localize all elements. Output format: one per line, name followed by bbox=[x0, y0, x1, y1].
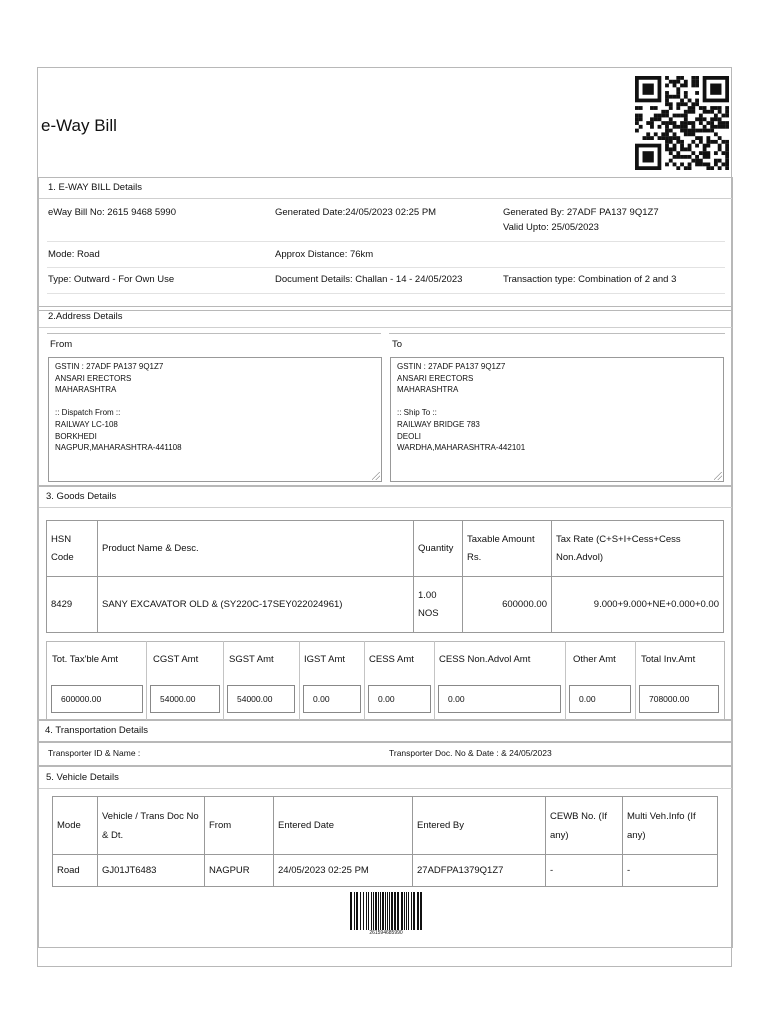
eway-bill-document bbox=[37, 67, 732, 967]
label-tot-taxable: Tot. Tax'ble Amt bbox=[52, 654, 119, 665]
section-title: 5. Vehicle Details bbox=[46, 772, 119, 783]
vehicle-header-row bbox=[53, 797, 718, 855]
barcode bbox=[350, 892, 422, 930]
address-line: NAGPUR,MAHARASHTRA-441108 bbox=[55, 443, 182, 453]
address-line: BORKHEDI bbox=[55, 431, 97, 441]
type: Type: Outward - For Own Use bbox=[48, 274, 175, 285]
label-cess: CESS Amt bbox=[369, 654, 414, 665]
label-cess-nonadvol: CESS Non.Advol Amt bbox=[439, 654, 531, 665]
product-cell: SANY EXCAVATOR OLD & (SY220C-17SEY022024961) bbox=[98, 577, 414, 633]
col-tax-rate: Tax Rate (C+S+I+Cess+Cess Non.Advol) bbox=[552, 521, 724, 577]
address-line: GSTIN : 27ADF PA137 9Q1Z7 bbox=[397, 362, 506, 371]
address-line: GSTIN : 27ADF PA137 9Q1Z7 bbox=[55, 362, 164, 371]
taxable-cell: 600000.00 bbox=[463, 577, 552, 633]
multi-veh-cell: - bbox=[623, 855, 718, 887]
section-title: 1. E-WAY BILL Details bbox=[48, 182, 142, 193]
col-entered-date: Entered Date bbox=[274, 797, 413, 855]
mode: Mode: Road bbox=[48, 249, 100, 260]
address-line: MAHARASHTRA bbox=[397, 385, 459, 395]
label-cgst: CGST Amt bbox=[153, 654, 199, 665]
qr-code bbox=[635, 76, 729, 170]
label-total-inv: Total Inv.Amt bbox=[641, 654, 696, 665]
col-cewb: CEWB No. (If any) bbox=[546, 797, 623, 855]
address-line: ANSARI ERECTORS bbox=[55, 373, 132, 383]
label-other: Other Amt bbox=[573, 654, 616, 665]
entered-date-cell: 24/05/2023 02:25 PM bbox=[274, 855, 413, 887]
mode-cell: Road bbox=[53, 855, 98, 887]
from-address-textarea[interactable] bbox=[48, 357, 382, 482]
barcode-number: 261594685990 bbox=[369, 930, 403, 936]
address-line: MAHARASHTRA bbox=[55, 385, 117, 395]
to-address-textarea[interactable] bbox=[390, 357, 724, 482]
sgst-field[interactable]: 54000.00 bbox=[227, 685, 295, 713]
col-multi-veh: Multi Veh.Info (If any) bbox=[623, 797, 718, 855]
vehicle-cell: GJ01JT6483 bbox=[98, 855, 205, 887]
col-vehicle: Vehicle / Trans Doc No & Dt. bbox=[98, 797, 205, 855]
address-line bbox=[55, 396, 375, 408]
cewb-cell: - bbox=[546, 855, 623, 887]
hsn-cell: 8429 bbox=[47, 577, 98, 633]
generated-by: Generated By: 27ADF PA137 9Q1Z7 bbox=[503, 207, 659, 218]
address-line bbox=[397, 396, 717, 408]
col-product: Product Name & Desc. bbox=[98, 521, 414, 577]
tot-taxable-field[interactable]: 600000.00 bbox=[51, 685, 143, 713]
total-inv-field[interactable]: 708000.00 bbox=[639, 685, 719, 713]
goods-table bbox=[46, 520, 724, 633]
section-title: 3. Goods Details bbox=[46, 491, 117, 502]
address-line: RAILWAY BRIDGE 783 bbox=[397, 419, 480, 429]
address-line: RAILWAY LC-108 bbox=[55, 419, 118, 429]
from-label: From bbox=[50, 339, 73, 350]
table-row bbox=[47, 577, 724, 633]
page-title: e-Way Bill bbox=[41, 116, 117, 135]
vehicle-table bbox=[52, 796, 718, 887]
col-hsn: HSN Code bbox=[47, 521, 98, 577]
cess-field[interactable]: 0.00 bbox=[368, 685, 431, 713]
goods-header-row bbox=[47, 521, 724, 577]
cgst-field[interactable]: 54000.00 bbox=[150, 685, 220, 713]
col-taxable: Taxable Amount Rs. bbox=[463, 521, 552, 577]
label-sgst: SGST Amt bbox=[229, 654, 274, 665]
other-amt-field[interactable]: 0.00 bbox=[569, 685, 631, 713]
to-label: To bbox=[392, 339, 403, 350]
tax-rate-cell: 9.000+9.000+NE+0.000+0.00 bbox=[552, 577, 724, 633]
transport-row bbox=[38, 742, 733, 766]
col-mode: Mode bbox=[53, 797, 98, 855]
entered-by-cell: 27ADFPA1379Q1Z7 bbox=[413, 855, 546, 887]
section-title: 2.Address Details bbox=[48, 311, 123, 322]
address-line: DEOLI bbox=[397, 431, 422, 441]
address-line: :: Ship To :: bbox=[397, 408, 437, 418]
quantity-cell: 1.00 NOS bbox=[414, 577, 463, 633]
col-from: From bbox=[205, 797, 274, 855]
table-row bbox=[53, 855, 718, 887]
section-title: 4. Transportation Details bbox=[45, 725, 148, 736]
from-cell: NAGPUR bbox=[205, 855, 274, 887]
cess-nonadvol-field[interactable]: 0.00 bbox=[438, 685, 561, 713]
address-line: ANSARI ERECTORS bbox=[397, 373, 474, 383]
approx-distance: Approx Distance: 76km bbox=[275, 249, 374, 260]
document-details: Document Details: Challan - 14 - 24/05/2023 bbox=[275, 274, 463, 285]
igst-field[interactable]: 0.00 bbox=[303, 685, 361, 713]
col-entered-by: Entered By bbox=[413, 797, 546, 855]
label-igst: IGST Amt bbox=[304, 654, 346, 665]
valid-upto: Valid Upto: 25/05/2023 bbox=[503, 222, 599, 233]
transporter-doc: Transporter Doc. No & Date : & 24/05/2023 bbox=[389, 748, 552, 758]
generated-date: Generated Date:24/05/2023 02:25 PM bbox=[275, 207, 437, 218]
address-line: :: Dispatch From :: bbox=[55, 408, 121, 418]
address-line: WARDHA,MAHARASHTRA-442101 bbox=[397, 443, 526, 453]
transporter-id-name: Transporter ID & Name : bbox=[48, 748, 141, 758]
col-quantity: Quantity bbox=[414, 521, 463, 577]
eway-bill-no: eWay Bill No: 2615 9468 5990 bbox=[48, 207, 176, 218]
transaction-type: Transaction type: Combination of 2 and 3 bbox=[503, 274, 677, 285]
